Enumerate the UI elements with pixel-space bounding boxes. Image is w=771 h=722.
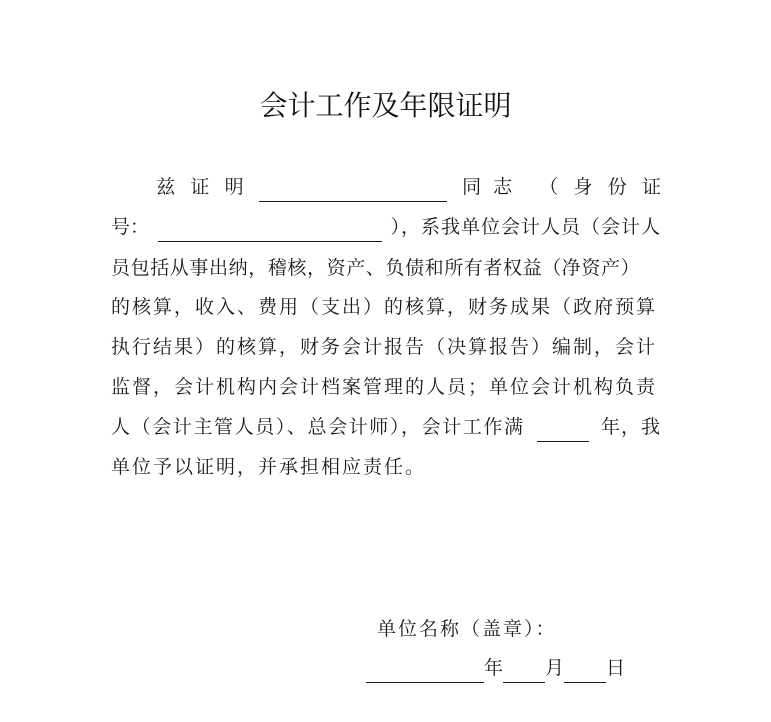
month-label: 月 bbox=[545, 657, 565, 679]
comrade-label: 同志 bbox=[462, 176, 525, 198]
body-char: 份 bbox=[607, 176, 627, 198]
body-text: 人（会计主管人员）、总会计师），会计工作满 bbox=[111, 416, 525, 438]
body-char: 明 bbox=[224, 176, 244, 198]
day-label: 日 bbox=[606, 657, 626, 679]
body-line-2 bbox=[111, 212, 661, 242]
body-line-4: 的核算，收入、费用（支出）的核算，财务成果（政府预算 bbox=[111, 296, 658, 318]
body-char: （ bbox=[539, 176, 559, 198]
body-char: 身 bbox=[573, 176, 593, 198]
body-text: 年，我 bbox=[600, 416, 661, 438]
id-number-blank[interactable] bbox=[158, 219, 382, 242]
body-line-8: 单位予以证明，并承担相应责任。 bbox=[111, 456, 427, 478]
body-char: 证 bbox=[190, 176, 210, 198]
body-char: 证 bbox=[641, 176, 661, 198]
body-line-5: 执行结果）的核算，财务会计报告（决算报告）编制，会计 bbox=[111, 336, 658, 358]
date-line bbox=[366, 653, 625, 683]
month-blank[interactable] bbox=[503, 660, 545, 683]
unit-name-label: 单位名称（盖章）： bbox=[377, 618, 557, 640]
body-line-7 bbox=[111, 412, 661, 442]
body-text: ），系我单位会计人员（会计人 bbox=[390, 216, 661, 238]
body-line-3: 员包括从事出纳，稽核，资产、负债和所有者权益（净资产） bbox=[111, 257, 641, 279]
body-char: 兹 bbox=[156, 176, 176, 198]
name-blank[interactable] bbox=[259, 179, 447, 202]
body-line-6: 监督，会计机构内会计档案管理的人员；单位会计机构负责 bbox=[111, 376, 658, 398]
year-label: 年 bbox=[484, 657, 504, 679]
document-title: 会计工作及年限证明 bbox=[259, 89, 512, 122]
year-blank[interactable] bbox=[366, 660, 484, 683]
years-blank[interactable] bbox=[537, 419, 589, 442]
body-line-1 bbox=[111, 172, 661, 202]
day-blank[interactable] bbox=[564, 660, 606, 683]
id-number-label: 号： bbox=[111, 216, 150, 238]
